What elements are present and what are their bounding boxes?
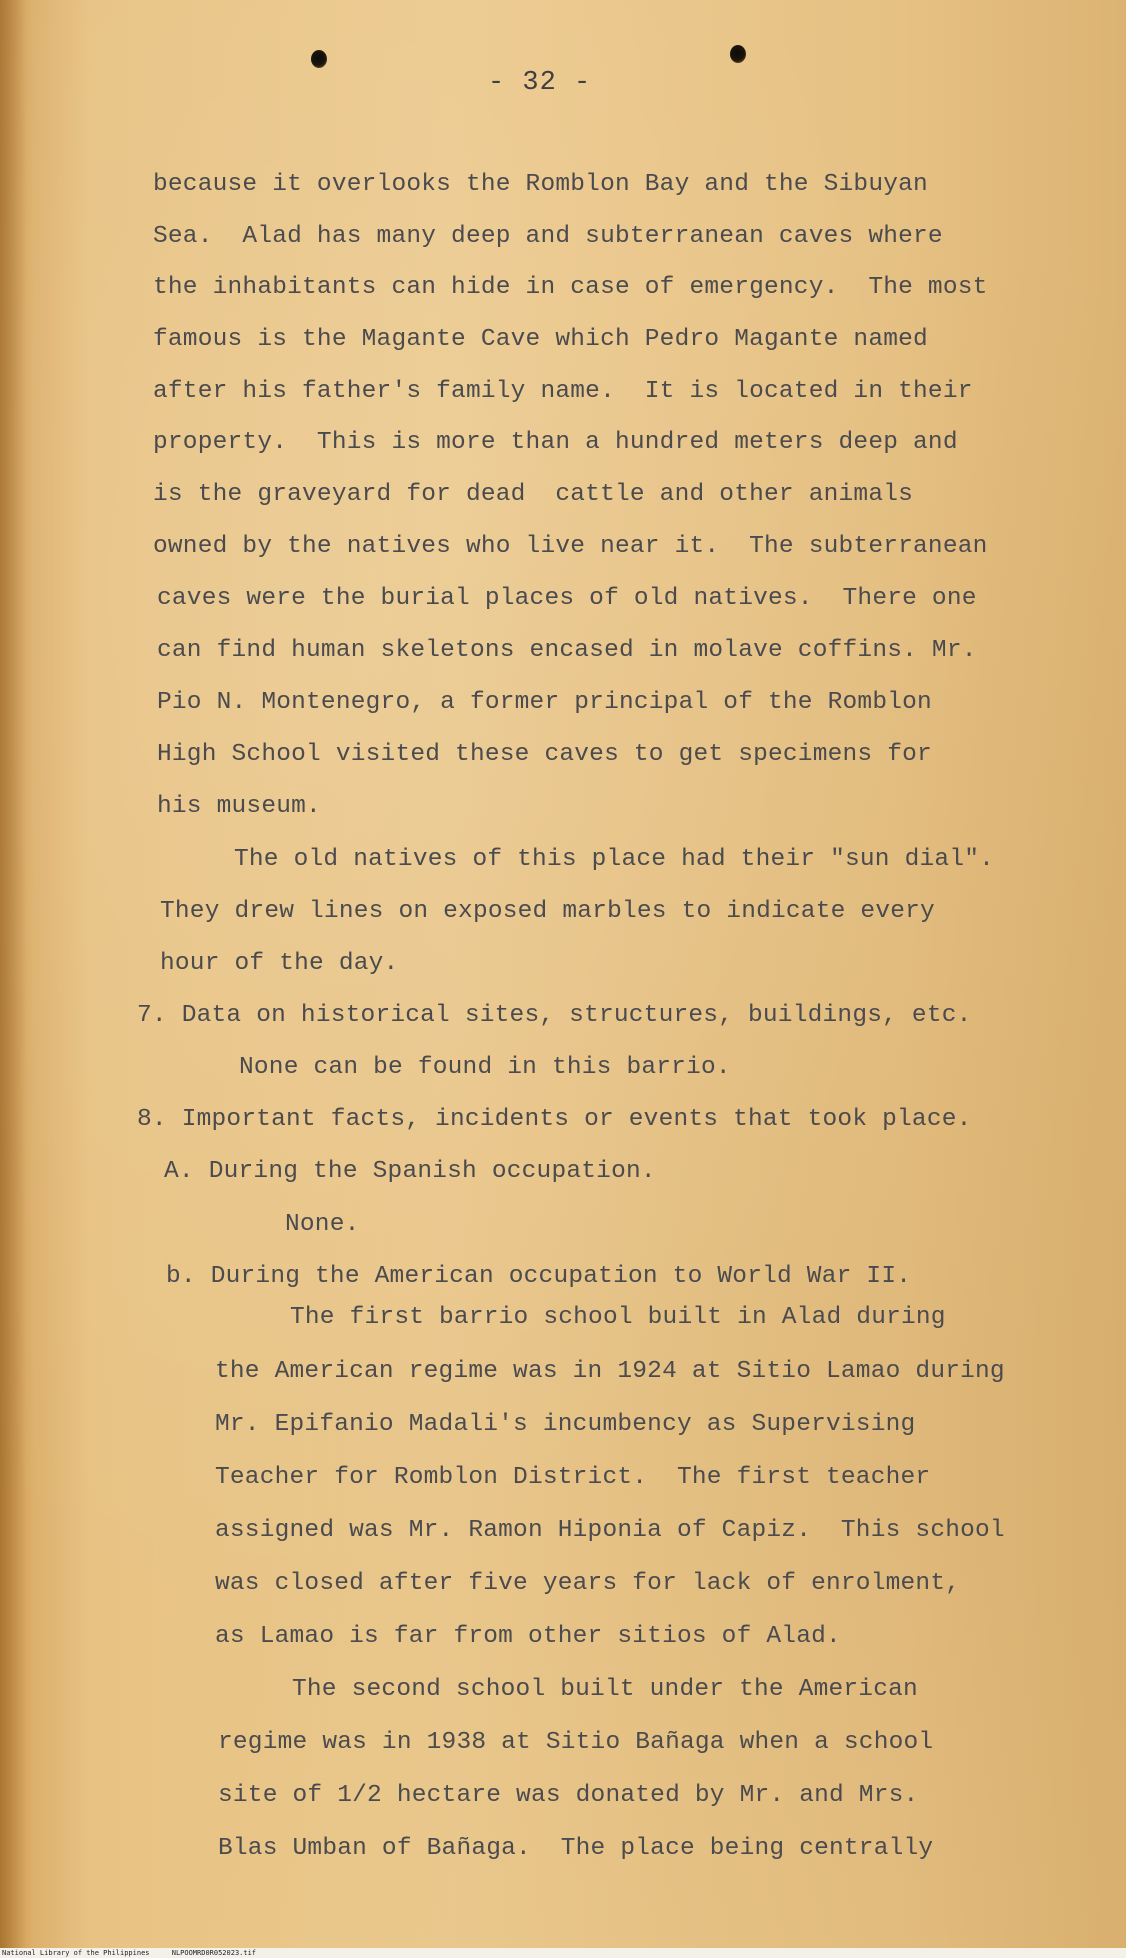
text-line: Blas Umban of Bañaga. The place being centrally [218,1835,934,1862]
section-heading: 7. Data on historical sites, structures, buildings, etc. [137,1002,972,1029]
text-line: is the graveyard for dead cattle and other animals [153,481,914,508]
footer-file-id: NLPOOMRD0R052023.tif [171,1949,257,1957]
page-number: - 32 - [488,68,592,98]
text-line: None. [285,1211,360,1238]
text-line: Mr. Epifanio Madali's incumbency as Supervising [215,1411,916,1438]
text-line: the American regime was in 1924 at Sitio Lamao during [215,1358,1005,1385]
text-line: hour of the day. [160,950,399,977]
text-line: The second school built under the American [292,1676,918,1703]
punch-hole-right [730,45,746,63]
text-line: They drew lines on exposed marbles to indicate every [160,898,935,925]
text-line: famous is the Magante Cave which Pedro Magante named [153,326,928,353]
text-line: None can be found in this barrio. [239,1054,731,1081]
footer-institution: National Library of the Philippines [2,1949,150,1957]
punch-hole-left [311,50,327,68]
text-line: The old natives of this place had their "sun dial". [234,846,995,873]
text-line: his museum. [157,793,321,820]
text-line: property. This is more than a hundred meters deep and [153,429,958,456]
text-line: the inhabitants can hide in case of emergency. The most [153,274,988,301]
text-line: assigned was Mr. Ramon Hiponia of Capiz. This school [215,1517,1005,1544]
binding-shadow [0,0,26,1948]
text-line: caves were the burial places of old natives. There one [157,585,977,612]
subsection-heading: A. During the Spanish occupation. [164,1158,656,1185]
text-line: High School visited these caves to get specimens for [157,741,932,768]
text-line: Sea. Alad has many deep and subterranean caves where [153,223,943,250]
text-line: Teacher for Romblon District. The first teacher [215,1464,931,1491]
text-line: The first barrio school built in Alad during [290,1304,946,1331]
text-line: after his father's family name. It is located in their [153,378,973,405]
subsection-heading: b. During the American occupation to World War II. [166,1263,912,1290]
text-line: regime was in 1938 at Sitio Bañaga when a school [218,1729,934,1756]
scan-footer [0,1948,1126,1958]
section-heading: 8. Important facts, incidents or events that took place. [137,1106,972,1133]
text-line: can find human skeletons encased in molave coffins. Mr. [157,637,977,664]
text-line: was closed after five years for lack of enrolment, [215,1570,961,1597]
text-line: as Lamao is far from other sitios of Alad. [215,1623,841,1650]
text-line: because it overlooks the Romblon Bay and the Sibuyan [153,171,928,198]
text-line: Pio N. Montenegro, a former principal of the Romblon [157,689,932,716]
text-line: site of 1/2 hectare was donated by Mr. and Mrs. [218,1782,919,1809]
text-line: owned by the natives who live near it. The subterranean [153,533,988,560]
